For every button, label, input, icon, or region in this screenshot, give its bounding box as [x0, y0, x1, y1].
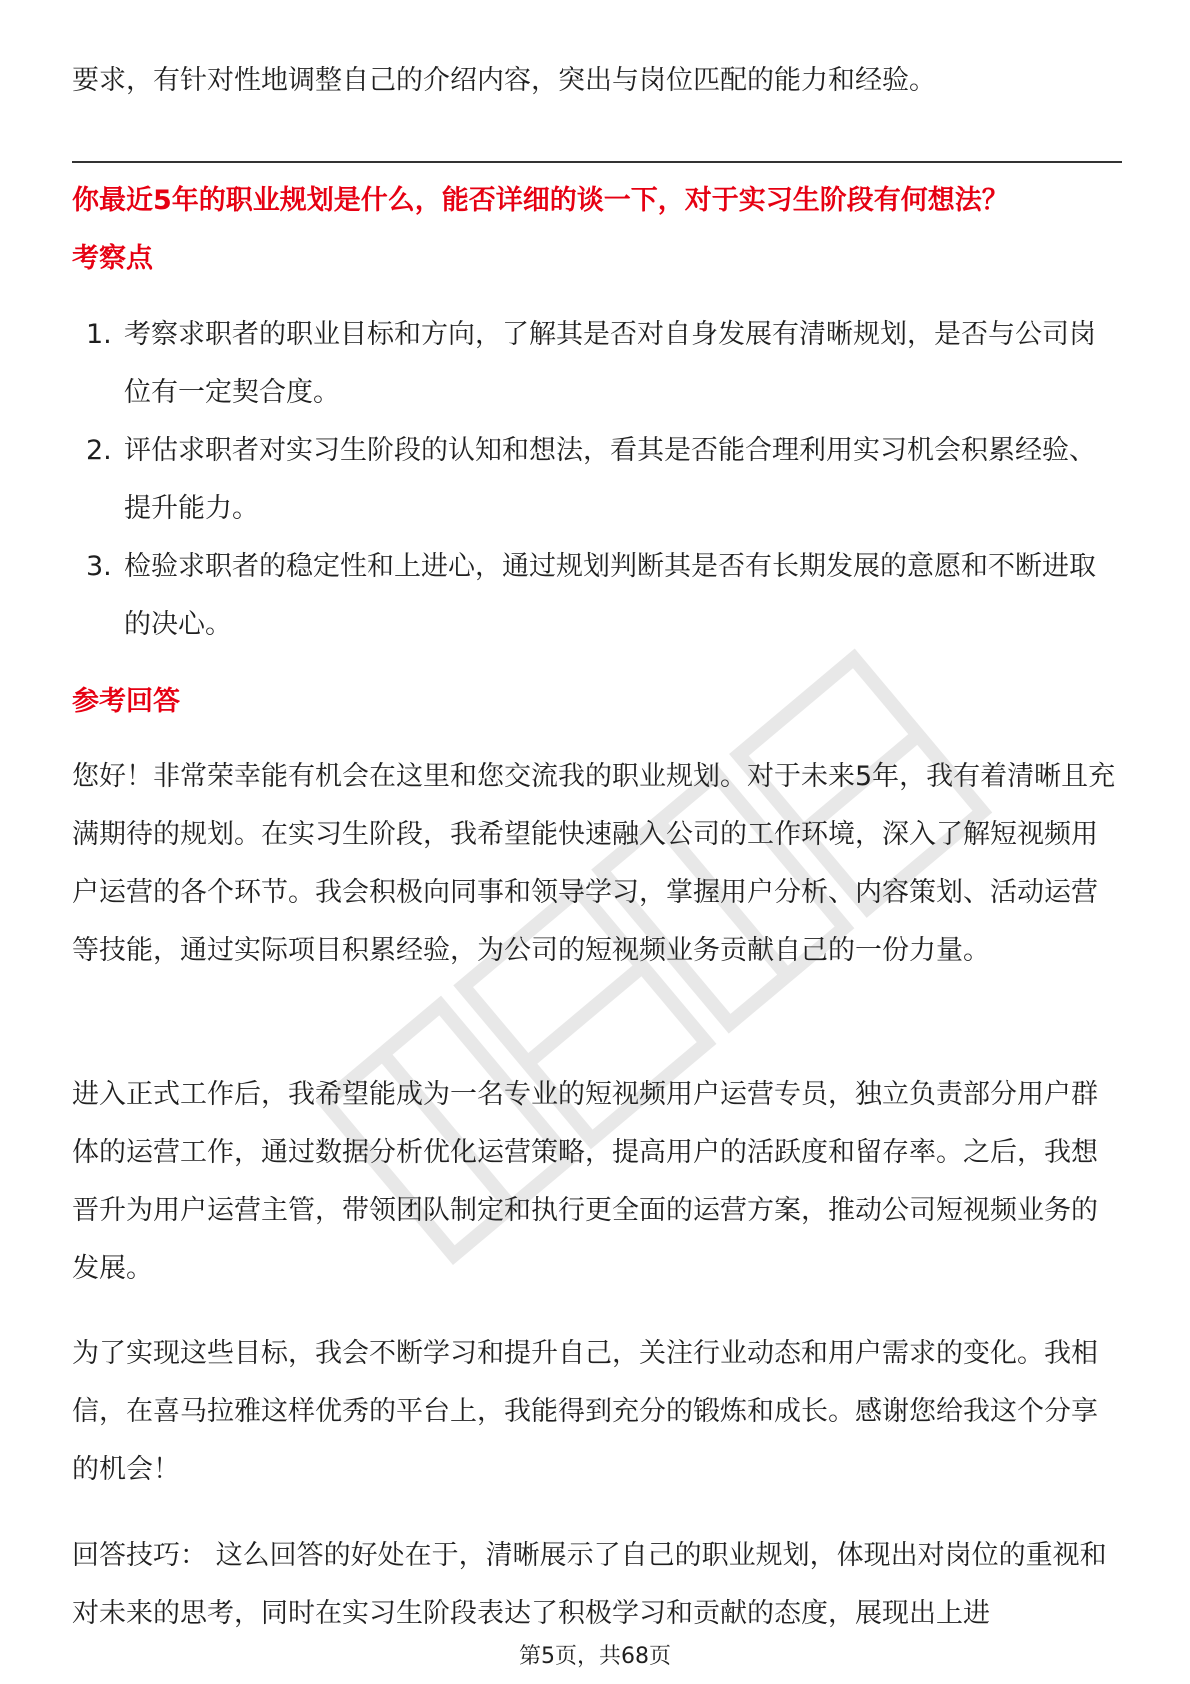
section-title-reference-answer: 参考回答 — [72, 686, 180, 717]
section-divider — [72, 161, 1122, 163]
list-text: 评估求职者对实习生阶段的认知和想法，看其是否能合理利用实习机会积累经验、提升能力。 — [124, 435, 1096, 524]
intro-paragraph: 要求，有针对性地调整自己的介绍内容，突出与岗位匹配的能力和经验。 — [72, 65, 936, 96]
list-number: 1. — [86, 319, 112, 350]
section-title-evaluation-points: 考察点 — [72, 243, 153, 274]
answer-paragraph-3: 为了实现这些目标，我会不断学习和提升自己，关注行业动态和用户需求的变化。我相信，在喜马拉雅这样优秀的平台上，我能得到充分的锻炼和成长。感谢您给我这个分享的机会！ — [72, 1338, 1098, 1485]
question-heading: 你最近5年的职业规划是什么，能否详细的谈一下，对于实习生阶段有何想法？ — [72, 185, 1009, 216]
page-number-footer: 第5页，共68页 — [0, 1642, 1190, 1672]
answer-paragraph-1: 您好！非常荣幸能有机会在这里和您交流我的职业规划。对于未来5年，我有着清晰且充满期待的规划。在实习生阶段，我希望能快速融入公司的工作环境，深入了解短视频用户运营的各个环节。我会积极向同事和领导学习，掌握用户分析、内容策划、活动运营等技能，通过实际项目积累经验，为公司的短视频业务贡献自己的一份力量。 — [72, 761, 1116, 966]
list-text: 考察求职者的职业目标和方向，了解其是否对自身发展有清晰规划，是否与公司岗位有一定契合度。 — [124, 319, 1096, 408]
list-item — [72, 306, 1122, 422]
answer-tip-paragraph: 回答技巧： 这么回答的好处在于，清晰展示了自己的职业规划，体现出对岗位的重视和对未来的思考，同时在实习生阶段表达了积极学习和贡献的态度，展现出上进 — [72, 1540, 1107, 1629]
list-item — [72, 538, 1122, 654]
list-number: 2. — [86, 435, 112, 466]
answer-paragraph-2: 进入正式工作后，我希望能成为一名专业的短视频用户运营专员，独立负责部分用户群体的运营工作，通过数据分析优化运营策略，提高用户的活跃度和留存率。之后，我想晋升为用户运营主管，带领团队制定和执行更全面的运营方案，推动公司短视频业务的发展。 — [72, 1079, 1098, 1284]
list-item — [72, 422, 1122, 538]
list-text: 检验求职者的稳定性和上进心，通过规划判断其是否有长期发展的意愿和不断进取的决心。 — [124, 551, 1096, 640]
evaluation-points-list — [72, 306, 1122, 654]
list-number: 3. — [86, 551, 112, 582]
